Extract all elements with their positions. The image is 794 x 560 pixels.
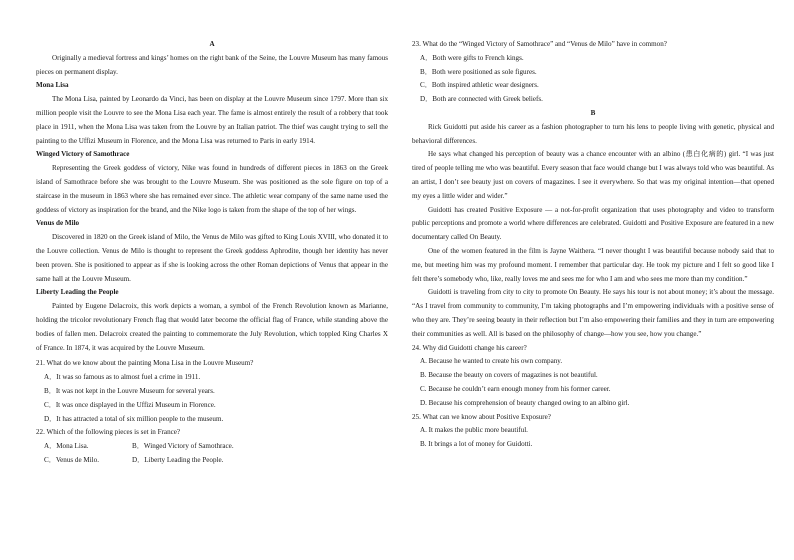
section-a-letter: A (209, 40, 215, 48)
option-c[interactable]: C．It was once displayed in the Uffizi Museum in Florence. (44, 400, 216, 409)
paragraph-liberty: Painted by Eugene Delacroix, this work depicts a woman, a symbol of the French Revolution known as Marianne, holding the tricolor revolutionary French flag that would later become the official flag of France, while standing above the bodies of fallen men. Delacroix created the painting to commemorate the July Revolution, which toppled King Charles X of France. In 1874, it was acquired by the Louvre Museum. (36, 302, 388, 352)
option-b[interactable]: B．It was not kept in the Louvre Museum for several years. (44, 386, 215, 395)
question-stem: 22. Which of the following pieces is set in France? (36, 428, 181, 437)
option-d[interactable]: D．Both are connected with Greek beliefs. (420, 95, 543, 104)
paragraph-b-5: Guidotti is traveling from city to city to promote On Beauty. He says his tour is not about money; it’s about the message. “As I travel from community to community, I’m taking photographs and I’m empowering individuals with a positive sense of who they are. They’re seeing beauty in their reflection but I’m also empowering their families and they in turn are empowering their communities as well. All is based on the philosophy of change—how you see, how you change.” (412, 288, 774, 338)
option-c[interactable]: C. Because he couldn’t earn enough money from his former career. (420, 384, 611, 393)
option-row (36, 440, 388, 454)
question-stem: 24. Why did Guidotti change his career? (412, 343, 527, 352)
option-c[interactable]: C．Both inspired athletic wear designers. (420, 81, 539, 90)
option-d[interactable]: D．It has attracted a total of six million people to the museum. (44, 414, 224, 423)
option-row (36, 454, 388, 468)
option-a[interactable]: A．Mona Lisa. (44, 442, 89, 451)
paragraph-b-4: One of the women featured in the film is Jayne Waithera. “I never thought I was beautiful because nobody said that to me, but meeting him was my profound moment. I remember that particular day. He took my picture and I felt so good like I felt there’s somebody who, like, really loves me and sees me for who I am and who sees me more than my condition.” (412, 246, 774, 283)
question-stem: 25. What can we know about Positive Exposure? (412, 412, 551, 421)
option-a[interactable]: A．It was so famous as to almost fuel a crime in 1911. (44, 373, 201, 382)
option-d[interactable]: D．Liberty Leading the People. (132, 455, 224, 464)
heading-venus: Venus de Milo (36, 219, 80, 228)
option-c[interactable]: C．Venus de Milo. (44, 455, 99, 464)
intro-paragraph: Originally a medieval fortress and kings’ homes on the right bank of the Seine, the Louvre Museum has many famous pieces on permanent display. (36, 53, 388, 76)
question-21 (36, 357, 388, 426)
heading-mona-lisa: Mona Lisa (36, 81, 69, 90)
option-a[interactable]: A．Both were gifts to French kings. (420, 53, 524, 62)
question-25 (412, 411, 774, 452)
option-a[interactable]: A. It makes the public more beautiful. (420, 426, 528, 435)
heading-liberty: Liberty Leading the People (36, 288, 119, 297)
heading-winged-victory: Winged Victory of Samothrace (36, 150, 130, 159)
option-b[interactable]: B．Winged Victory of Samothrace. (132, 442, 234, 451)
question-24 (412, 342, 774, 411)
paragraph-b-1: Rick Guidotti put aside his career as a fashion photographer to turn his lens to people living with genetic, physical and behavioral differences. (412, 122, 774, 145)
option-b[interactable]: B．Both were positioned as sole figures. (420, 67, 537, 76)
section-b-letter: B (590, 108, 596, 117)
question-stem: 23. What do the “Winged Victory of Samothrace” and “Venus de Milo” have in common? (412, 40, 667, 48)
question-22 (36, 426, 388, 467)
option-a[interactable]: A. Because he wanted to create his own company. (420, 357, 563, 366)
paragraph-winged-victory: Representing the Greek goddess of victory, Nike was found in hundreds of different pieces in 1863 on the Greek island of Samothrace before she was brought to the Louvre Museum. She was positioned as the sole figure on top of a staircase in the museum in 1863 where she has remained ever since. The athletic wear company of the same name used the goddess of victory as inspiration for the brand, and the Nike logo is taken from the shape of the top of her wings. (36, 164, 388, 214)
left-column (36, 38, 388, 468)
option-b[interactable]: B. It brings a lot of money for Guidotti. (420, 440, 533, 449)
option-d[interactable]: D. Because his comprehension of beauty changed owing to an albino girl. (420, 398, 630, 407)
paragraph-b-2: He says what changed his perception of beauty was a chance encounter with an albino (患白化病的) girl. “I was just tired of people telling me who was beautiful. Every season that face would change but I was always told who was beautiful. As an artist, I don’t see beauty just on covers of magazines. I see it everywhere. So that was my original intention—that opened my eyes a little wider and wider.” (412, 150, 774, 200)
paragraph-b-3: Guidotti has created Positive Exposure — a not-for-profit organization that uses photography and video to transform public perceptions and promote a world where differences are celebrated. Guidotti and Positive Exposure are featured in a new documentary called On Beauty. (412, 205, 774, 242)
paragraph-venus: Discovered in 1820 on the Greek island of Milo, the Venus de Milo was gifted to King Louis XVIII, who donated it to the Louvre collection. Venus de Milo is thought to represent the Greek goddess Aphrodite, though her identity has never been proven. She is positioned to appear as if she is looking across the other Roman depictions of Venus that appear in the same hall at the Louvre Museum. (36, 233, 388, 283)
right-column (412, 38, 774, 452)
option-b[interactable]: B. Because the beauty on covers of magazines is not beautiful. (420, 371, 598, 380)
paragraph-mona-lisa: The Mona Lisa, painted by Leonardo da Vinci, has been on display at the Louvre Museum since 1797. More than six million people visit the Louvre to see the Mona Lisa each year. The fame is almost entirely the result of a robbery that took place in 1911, when the Mona Lisa was taken from the Louvre by an Italian patriot. The thief was caught trying to sell the painting to the Uffizi Museum in Florence, and the Mona Lisa was returned to Paris in early 1914. (36, 95, 388, 145)
question-23 (412, 38, 774, 107)
question-stem: 21. What do we know about the painting Mona Lisa in the Louvre Museum? (36, 359, 254, 368)
